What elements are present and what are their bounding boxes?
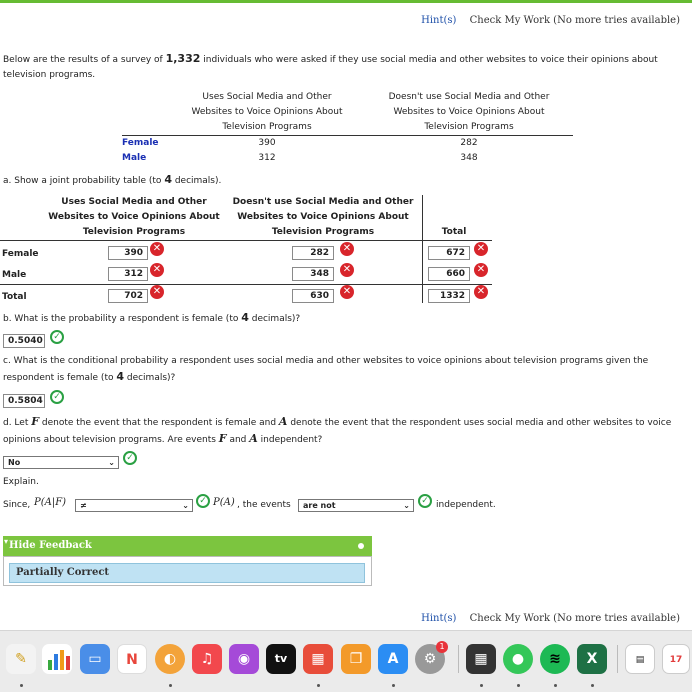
joint-row-label: Female: [2, 249, 39, 259]
survey-row-label: Female: [122, 138, 159, 148]
survey-header-rule: [122, 135, 573, 136]
end-text: independent.: [436, 500, 496, 510]
joint-divider: [422, 195, 423, 303]
correct-icon: ✓: [123, 451, 137, 465]
part-b-answer-input[interactable]: 0.5040: [3, 334, 45, 348]
incorrect-icon: ✕: [340, 285, 354, 299]
joint-input[interactable]: 348: [292, 267, 334, 281]
running-indicator: [591, 684, 594, 687]
joint-total-rule: [0, 284, 492, 285]
survey-cell: 348: [460, 153, 478, 163]
preview-thumbnail-icon[interactable]: ▤: [625, 644, 655, 674]
part-a-prompt: a. Show a joint probability table (to 4 decimals).: [3, 173, 222, 186]
joint-input[interactable]: 702: [108, 289, 148, 303]
notification-badge: 1: [436, 641, 448, 653]
joint-input[interactable]: 630: [292, 289, 334, 303]
joint-col2-header: Doesn't use Social Media and Other Websites to Voice Opinions About Television Programs: [232, 197, 414, 237]
incorrect-icon: ✕: [474, 242, 488, 256]
gift-app-icon[interactable]: ▦: [303, 644, 333, 674]
running-indicator: [517, 684, 520, 687]
apple-tv-app-icon[interactable]: tv: [266, 644, 296, 674]
running-indicator: [392, 684, 395, 687]
explain-label: Explain.: [3, 477, 39, 487]
joint-header-rule: [0, 240, 492, 241]
part-c-prompt: c. What is the conditional probability a respondent uses social media and other websites to voice opinions about television programs given the respondent is female (to 4 decimals)?: [3, 356, 649, 383]
incorrect-icon: ✕: [474, 285, 488, 299]
independence-select[interactable]: No ⌄: [3, 456, 119, 469]
events-text: , the events: [237, 500, 291, 510]
chevron-down-icon: ⌄: [403, 501, 410, 510]
check-my-work-text[interactable]: Check My Work (No more tries available): [469, 613, 680, 624]
joint-input[interactable]: 282: [292, 246, 334, 260]
incorrect-icon: ✕: [340, 242, 354, 256]
running-indicator: [554, 684, 557, 687]
part-c-answer-input[interactable]: 0.5804: [3, 394, 45, 408]
books-app-icon[interactable]: ❐: [341, 644, 371, 674]
incorrect-icon: ✕: [150, 285, 164, 299]
firefox-app-icon[interactable]: ◐: [155, 644, 185, 674]
joint-row-label: Male: [2, 270, 27, 280]
messages-app-icon[interactable]: ●: [503, 644, 533, 674]
survey-row-label: Male: [122, 153, 147, 163]
running-indicator: [480, 684, 483, 687]
expr-left: P(A|F): [34, 497, 67, 508]
incorrect-icon: ✕: [150, 263, 164, 277]
part-d-prompt: d. Let F denote the event that the respondent is female and A denote the event that the respondent uses social media and other websites to voice opinions about television programs. Are events F and A independent?: [3, 415, 672, 445]
numbers-app-icon[interactable]: [42, 644, 72, 674]
check-my-work-text[interactable]: Check My Work (No more tries available): [469, 15, 680, 26]
correct-icon: ✓: [50, 330, 64, 344]
survey-cell: 282: [460, 138, 478, 148]
events-select[interactable]: are not ⌄: [298, 499, 414, 512]
dock-separator: [617, 645, 618, 673]
correct-icon: ✓: [50, 390, 64, 404]
correct-icon: ✓: [196, 494, 210, 508]
pencil-app-icon[interactable]: ✎: [6, 644, 36, 674]
news-app-icon[interactable]: N: [117, 644, 147, 674]
excel-app-icon[interactable]: X: [577, 644, 607, 674]
running-indicator: [169, 684, 172, 687]
footer-hints-bar: [421, 613, 680, 624]
joint-input[interactable]: 312: [108, 267, 148, 281]
hide-feedback-toggle[interactable]: ▾ Hide Feedback: [3, 536, 372, 556]
joint-total-header: Total: [441, 227, 467, 237]
part-b-prompt: b. What is the probability a respondent is female (to 4 decimals)?: [3, 311, 301, 324]
calculator-app-icon[interactable]: ▦: [466, 644, 496, 674]
feedback-panel: [3, 556, 372, 586]
podcasts-app-icon[interactable]: ◉: [229, 644, 259, 674]
dock: [0, 630, 692, 692]
relation-select[interactable]: ≠ ⌄: [75, 499, 193, 512]
joint-col1-header: Uses Social Media and Other Websites to Voice Opinions About Television Programs: [48, 197, 220, 237]
joint-input[interactable]: 672: [428, 246, 470, 260]
system-preferences-icon[interactable]: ⚙: [415, 644, 445, 674]
survey-col1-header: Uses Social Media and Other Websites to Voice Opinions About Television Programs: [191, 92, 343, 132]
music-app-icon[interactable]: ♫: [192, 644, 222, 674]
survey-cell: 390: [258, 138, 276, 148]
bar-chart-icon: [42, 644, 72, 674]
since-label: Since,: [3, 500, 31, 510]
joint-input[interactable]: 1332: [428, 289, 470, 303]
expr-right: P(A): [213, 497, 235, 508]
spotify-app-icon[interactable]: ≋: [540, 644, 570, 674]
joint-input[interactable]: 390: [108, 246, 148, 260]
joint-input[interactable]: 660: [428, 267, 470, 281]
dot-icon: [358, 543, 364, 549]
chevron-down-icon: ⌄: [108, 458, 115, 467]
top-accent-bar: [0, 0, 692, 3]
correct-icon: ✓: [418, 494, 432, 508]
incorrect-icon: ✕: [340, 263, 354, 277]
calendar-app-icon[interactable]: 17: [662, 644, 690, 674]
incorrect-icon: ✕: [150, 242, 164, 256]
survey-col2-header: Doesn't use Social Media and Other Websites to Voice Opinions About Television Programs: [388, 92, 550, 132]
running-indicator: [20, 684, 23, 687]
hints-link[interactable]: Hint(s): [421, 613, 457, 624]
survey-cell: 312: [258, 153, 276, 163]
chevron-down-icon: ⌄: [182, 501, 189, 510]
triangle-icon: ▾: [4, 536, 9, 546]
feedback-result: Partially Correct: [9, 563, 365, 583]
intro-text: Below are the results of a survey of 1,332 individuals who were asked if they use social media and other websites to voice their opinions about television programs.: [3, 52, 658, 80]
app-store-icon[interactable]: A: [378, 644, 408, 674]
header-hints-bar: [421, 15, 680, 26]
keynote-app-icon[interactable]: ▭: [80, 644, 110, 674]
running-indicator: [317, 684, 320, 687]
hints-link[interactable]: Hint(s): [421, 15, 457, 26]
dock-separator: [458, 645, 459, 673]
incorrect-icon: ✕: [474, 263, 488, 277]
joint-row-label: Total: [2, 292, 27, 302]
